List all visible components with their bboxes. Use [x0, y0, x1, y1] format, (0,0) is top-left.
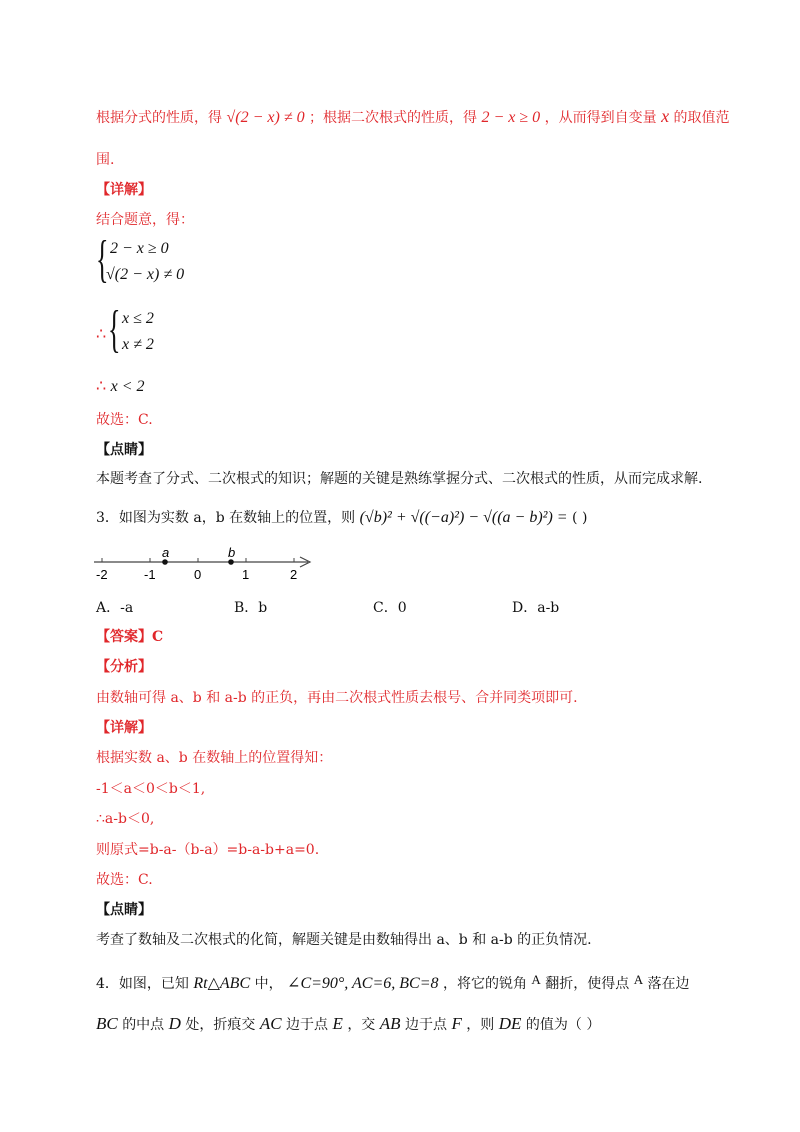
- math-segment: AC: [259, 1014, 282, 1033]
- text-segment: 边于点: [286, 1017, 329, 1033]
- equation-system-1: [96, 231, 296, 292]
- detail-line-1: 根据实数 a、b 在数轴上的位置得知：: [96, 750, 333, 766]
- text-segment: ，从而得到自变量: [544, 110, 657, 126]
- system-row-2: √(2 − x) ≠ 0: [106, 266, 185, 283]
- answer-line: 故选：C.: [96, 872, 153, 888]
- math-conditions: ∠C=90°, AC=6, BC=8: [287, 975, 439, 992]
- point-a-label: a: [162, 545, 170, 560]
- detail-label: 【详解】: [96, 182, 152, 198]
- math-ineq: 2 − x ≥ 0: [481, 109, 541, 126]
- math-point: A: [633, 972, 644, 987]
- math-segment: BC: [96, 1014, 118, 1033]
- text-segment: ，将它的锐角: [442, 976, 527, 992]
- analysis-line-1: [96, 106, 730, 128]
- therefore-symbol: ∴: [96, 376, 107, 395]
- text-segment: ，交: [347, 1017, 376, 1033]
- text-segment: ，则: [466, 1017, 495, 1033]
- math-var: x: [661, 106, 670, 126]
- tick-label: 2: [290, 567, 298, 582]
- analysis-label: 【分析】: [96, 659, 152, 675]
- answer-label: 【答案】C: [96, 629, 164, 645]
- point-b-label: b: [228, 545, 236, 560]
- result-line: [96, 376, 145, 397]
- detail-intro: 结合题意，得：: [96, 212, 194, 228]
- math-triangle: Rt△ABC: [193, 975, 251, 992]
- equation-system-2: [96, 301, 296, 362]
- text-segment: 4．如图，已知: [96, 976, 189, 992]
- result-math: x < 2: [110, 378, 145, 395]
- text-segment: 的值为（ ）: [525, 1017, 601, 1033]
- text-segment: 的中点: [122, 1017, 165, 1033]
- tick-label: 0: [194, 567, 202, 582]
- math-sqrt-neq: √(2 − x) ≠ 0: [226, 109, 305, 126]
- tick-label: -2: [96, 567, 108, 582]
- detail-line-3: ∴a-b＜0,: [96, 811, 155, 827]
- system-row-1: x ≤ 2: [122, 310, 154, 327]
- text-segment: 根据分式的性质，得: [96, 110, 222, 126]
- text-segment: 处，折痕交: [185, 1017, 256, 1033]
- answer-line: 故选：C.: [96, 412, 153, 428]
- comment-label: 【点睛】: [96, 902, 152, 918]
- text-segment: 边于点: [405, 1017, 447, 1033]
- answer-paren: ( ): [572, 510, 588, 526]
- comment-label: 【点睛】: [96, 442, 152, 458]
- detail-line-4: 则原式=b-a-（b-a）=b-a-b+a=0.: [96, 842, 320, 858]
- text-segment: 的取值范: [673, 110, 730, 126]
- system-row-2: x ≠ 2: [122, 336, 154, 353]
- comment-text: 考查了数轴及二次根式的化简，解题关键是由数轴得出 a、b 和 a-b 的正负情况.: [96, 932, 592, 948]
- detail-label: 【详解】: [96, 720, 152, 736]
- analysis-line-2: 围.: [96, 152, 115, 168]
- option-c[interactable]: C．0: [373, 600, 407, 616]
- left-brace: {: [108, 301, 121, 358]
- radical-expression: (√b)² + √((−a)²) − √((a − b)²) =: [359, 509, 568, 526]
- math-segment: DE: [498, 1014, 522, 1033]
- math-point: D: [168, 1014, 181, 1033]
- analysis-text: 由数轴可得 a、b 和 a-b 的正负，再由二次根式性质去根号、合并同类项即可.: [96, 690, 578, 706]
- comment-text: 本题考查了分式、二次根式的知识；解题的关键是熟练掌握分式、二次根式的性质，从而完成求解.: [96, 471, 703, 487]
- math-point: F: [451, 1014, 462, 1033]
- text-segment: ；根据二次根式的性质，得: [309, 110, 478, 126]
- number-line: [90, 545, 330, 587]
- detail-line-2: -1＜a＜0＜b＜1,: [96, 781, 206, 797]
- system-row-1: 2 − x ≥ 0: [110, 240, 169, 257]
- q4-stem-line-2: [96, 1014, 600, 1035]
- left-brace: {: [96, 231, 109, 288]
- tick-label: 1: [242, 567, 250, 582]
- q4-stem-line-1: [96, 970, 690, 994]
- text-segment: 中，: [254, 976, 283, 992]
- tick-label: -1: [144, 567, 156, 582]
- text-segment: 落在边: [647, 976, 690, 992]
- text-segment: 翻折，使得点: [545, 976, 630, 992]
- therefore-symbol: ∴: [96, 324, 107, 343]
- stem-text: 3．如图为实数 a，b 在数轴上的位置，则: [96, 510, 356, 526]
- q3-stem: [96, 508, 587, 528]
- math-point: A: [531, 972, 541, 987]
- math-segment: AB: [379, 1014, 401, 1033]
- option-b[interactable]: B．b: [234, 600, 268, 616]
- option-d[interactable]: D．a-b: [512, 600, 560, 616]
- option-a[interactable]: A．-a: [96, 600, 134, 616]
- math-point: E: [332, 1014, 343, 1033]
